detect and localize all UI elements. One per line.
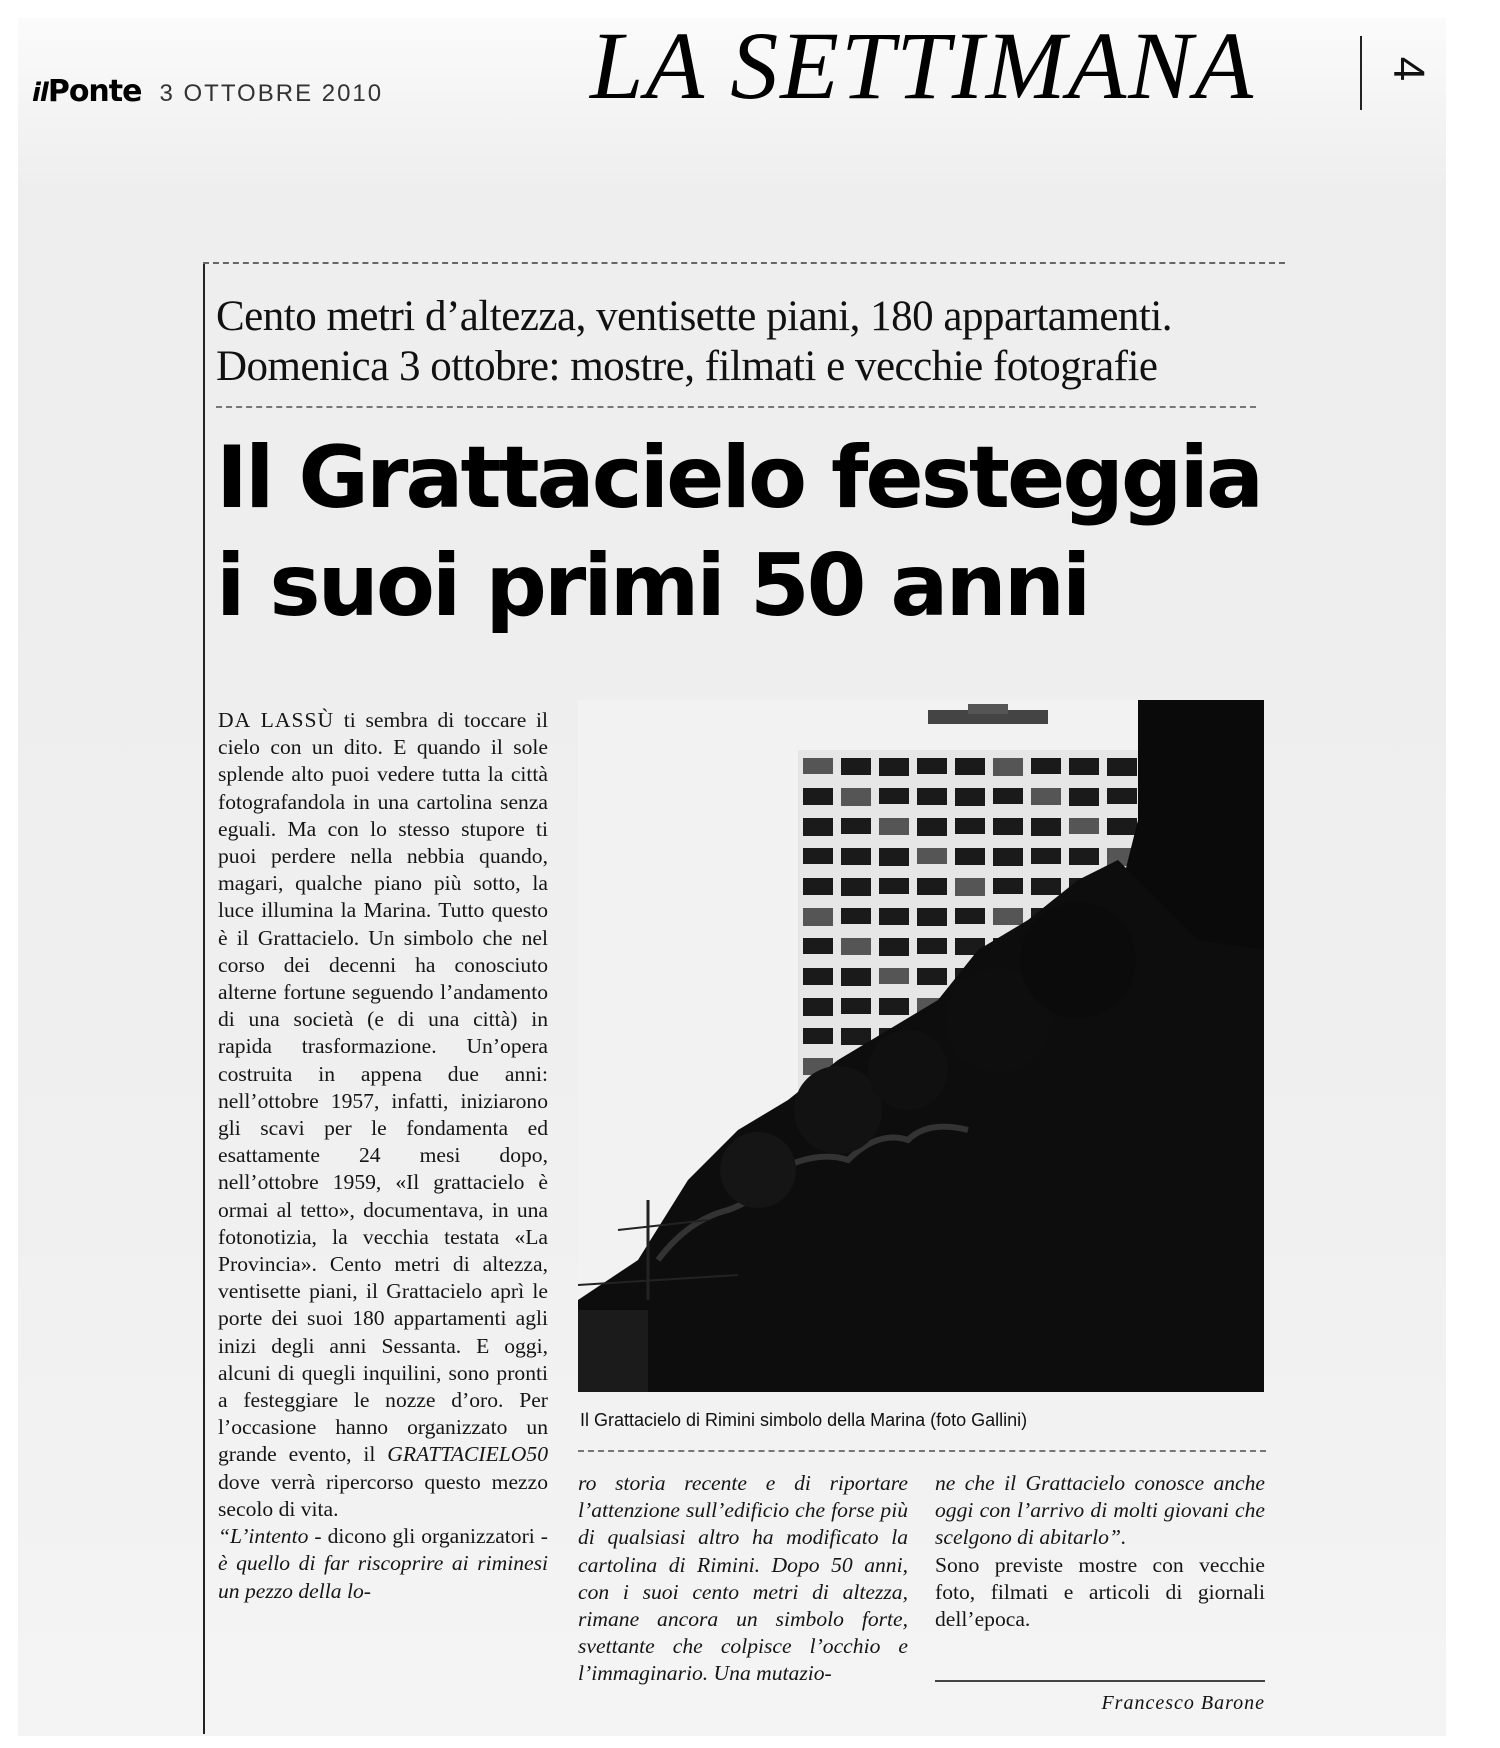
body-left-part-1: ti sembra di toccare il cielo con un dito. E quando il sole splende alto puoi vedere tutta la città fotografandola in una cartolina senza eguali. Ma con lo stesso stupore ti puoi perdere nella nebbia quando, magari, qualche piano più sotto, la luce illumina la Marina. Tutto questo è il Grattacielo. Un simbolo che nel corso dei decenni ha conosciuto alterne fortune seguendo l’andamento di una società (e di una città) in rapida trasformazione. Un’opera costruita in appena due anni: nell’ottobre 1957, infatti, iniziarono gli scavi per le fondamenta ed esattamente 24 mesi dopo, nell’ottobre 1959, «Il grattacielo è ormai al tetto», documentava, in una fotonotizia, la vecchia testata «La Provincia». Cento metri di altezza, ventisette piani, il Grattacielo aprì le porte dei suoi 180 appartamenti agli inizi degli anni Sessanta. E oggi, alcuni di quegli inquilini, sono pronti a festeggiare le nozze d’oro. Per l’occasione hanno organizzato un grande evento, il <box>218 708 549 1467</box>
kicker-line-2: Domenica 3 ottobre: mostre, filmati e vecchie fotografie <box>216 343 1158 390</box>
page-number: 4 <box>1384 56 1433 82</box>
article-column-right <box>935 1470 1265 1633</box>
article-kicker <box>216 292 1296 392</box>
caption-rule <box>578 1450 1266 1452</box>
body-left-part-2: dove verrà ripercorso questo mezzo secolo di vita. <box>218 1469 548 1521</box>
byline-rule <box>935 1680 1265 1682</box>
article-column-middle: ro storia recente e di riportare l’attenzione sull’edificio che forse più di qualsiasi altro ha modificato la cartolina di Rimini. Dopo 50 anni, con i suoi cento metri di altezza, rimane ancora un simbolo forte, svettante che colpisce l’occhio e l’immaginario. Una mutazio- <box>578 1471 908 1686</box>
logo-name: Ponte <box>47 74 142 109</box>
photo-caption: Il Grattacielo di Rimini simbolo della Marina (foto Gallini) <box>580 1410 1028 1430</box>
kicker-rule <box>216 406 1256 408</box>
quote-open: “L’intento <box>218 1524 309 1549</box>
article-photo <box>578 700 1264 1392</box>
body-right-quote: ne che il Grattacielo conosce anche oggi con l’arrivo di molti giovani che scelgono di abitarlo”. <box>935 1471 1265 1550</box>
byline: Francesco Barone <box>1101 1692 1265 1714</box>
article-left-rule <box>203 264 205 1734</box>
article-column-left <box>218 707 548 1605</box>
headline-line-1: Il Grattacielo festeggia <box>216 428 1261 528</box>
newspaper-logo <box>32 74 141 109</box>
quote-text: è quello di far riscoprire ai riminesi un pezzo della lo- <box>218 1551 548 1603</box>
issue-date: 3 OTTOBRE 2010 <box>159 80 384 107</box>
kicker-line-1: Cento metri d’altezza, ventisette piani, 180 appartamenti. <box>216 293 1173 340</box>
article-top-rule <box>203 262 1285 264</box>
quote-attribution: - dicono gli organizzatori - <box>308 1524 548 1549</box>
masthead <box>32 74 383 109</box>
headline-line-2: i suoi primi 50 anni <box>216 536 1089 636</box>
logo-prefix: il <box>32 78 48 108</box>
skyscraper-photo-image <box>578 700 1264 1392</box>
masthead-divider <box>1360 36 1362 110</box>
event-name: GRATTACIELO50 <box>387 1442 548 1467</box>
lead-in: DA LASSÙ <box>218 708 335 732</box>
section-title: LA SETTIMANA <box>590 12 1255 119</box>
body-right-plain: Sono previste mostre con vecchie foto, filmati e articoli di giornali dell’epoca. <box>935 1552 1265 1632</box>
article-headline <box>216 424 1306 640</box>
